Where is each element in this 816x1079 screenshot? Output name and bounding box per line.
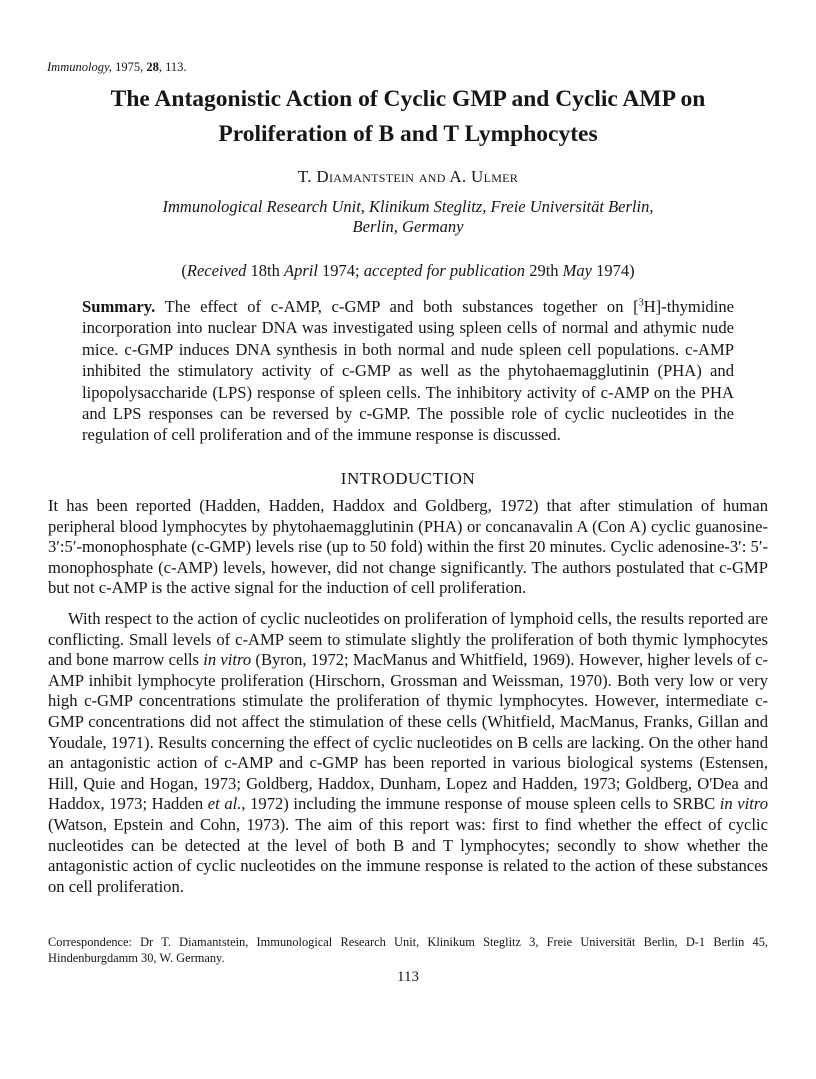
journal-volume: 28 (146, 60, 159, 74)
para2-text-3: , 1972) including the immune response of mouse spleen cells to SRBC (241, 794, 720, 814)
para2-italic-3: in vitro (719, 794, 768, 814)
paper-title-line-1: The Antagonistic Action of Cyclic GMP and Cyclic AMP on (110, 86, 706, 112)
received-year: 1974; (317, 261, 364, 280)
paper-title-line-2: Proliferation of B and T Lymphocytes (218, 121, 598, 147)
received-label: Received (186, 261, 247, 280)
para2-italic-1: in vitro (203, 650, 252, 670)
intro-paragraph-2 (48, 609, 768, 897)
journal-year: 1975, (111, 60, 147, 74)
intro-paragraph-1: It has been reported (Hadden, Hadden, Haddox and Goldberg, 1972) that after stimulation of human peripheral blood lymphocytes by phytohaemagglutinin (PHA) or concanavalin A (Con A) cyclic guanosine-3′:5′-monophosphate (c-GMP) levels rise (up to 50 fold) within the first 20 minutes. Cyclic adenosine-3′: 5′-monophosphate (c-AMP) levels, however, did not change significantly. The authors postulated that c-GMP but not c-AMP is the active signal for the induction of cell proliferation. (48, 496, 768, 598)
journal-reference (47, 60, 186, 75)
accepted-date-num: 29th (525, 261, 563, 280)
correspondence-footnote: Correspondence: Dr T. Diamantstein, Immunological Research Unit, Klinikum Steglitz 3, Freie Universität Berlin, D-1 Berlin 45, Hindenburgdamm 30, W. Germany. (48, 935, 768, 965)
para2-text-2: (Byron, 1972; MacManus and Whitfield, 1969). However, higher levels of c-AMP inhibit lymphocyte proliferation (Hirschorn, Grossman and Weissman, 1970). Both very low or very high c-GMP concentrations stimulate the proliferation of thymic lymphocytes. However, intermediate c-GMP concentrations did not affect the stimulation of these cells (Whitfield, MacManus, Franks, Gillan and Youdale, 1971). Results concerning the effect of cyclic nucleotides on B cells are lacking. On the other hand an antagonistic action of c-AMP and c-GMP has been reported in various biological systems (Estensen, Hill, Quie and Hogan, 1973; Goldberg, Haddox, Dunham, Lopez and Hadden, 1973; Goldberg, O'Dea and Haddox, 1973; Hadden (48, 650, 768, 814)
para2-text-4: (Watson, Epstein and Cohn, 1973). The aim of this report was: first to find whether the effect of cyclic nucleotides can be detected at the level of both B and T lymphocytes; secondly to show whether the antagonistic action of cyclic nucleotides on the immune response is related to the action of these substances on cell proliferation. (48, 814, 768, 896)
journal-name: Immunology, (47, 60, 112, 74)
accepted-label: accepted for publication (363, 261, 526, 280)
summary-paragraph (82, 296, 734, 446)
accepted-year: 1974) (591, 261, 635, 280)
journal-page: , 113. (158, 60, 187, 74)
accepted-month: May (562, 261, 592, 280)
authors: T. Diamantstein and A. Ulmer (297, 167, 519, 186)
summary-text-2: H]-thymidine incorporation into nuclear DNA was investigated using spleen cells of normal and athymic nude mice. c-GMP induces DNA synthesis in both normal and nude spleen cell populations. c-AMP inhibited the stimulatory activity of c-GMP as well as the phytohaemagglutinin (PHA) and lipopolysaccharide (LPS) response of spleen cells. The inhibitory activity of c-AMP on the PHA and LPS responses can be reversed by c-GMP. The possible role of cyclic nucleotides in the regulation of cell proliferation and of the immune response is discussed. (82, 297, 734, 445)
summary-text-1: The effect of c-AMP, c-GMP and both substances together on [ (155, 297, 639, 316)
received-month: April (284, 261, 318, 280)
received-date-num: 18th (246, 261, 284, 280)
summary-superscript: 3 (638, 297, 644, 309)
introduction-heading: INTRODUCTION (340, 469, 476, 488)
received-dates (0, 261, 816, 281)
para2-text-1: With respect to the action of cyclic nucleotides on proliferation of lymphoid cells, the results reported are conflicting. Small levels of c-AMP seem to stimulate slightly the proliferation of both thymic lymphocytes and bone marrow cells (48, 609, 768, 670)
page-number: 113 (397, 969, 419, 985)
affiliation-line-1: Immunological Research Unit, Klinikum Steglitz, Freie Universität Berlin, (162, 197, 654, 216)
affiliation-line-2: Berlin, Germany (352, 217, 464, 236)
para2-italic-2: et al. (207, 794, 242, 814)
summary-label: Summary. (82, 297, 156, 316)
received-open: ( (181, 261, 187, 280)
